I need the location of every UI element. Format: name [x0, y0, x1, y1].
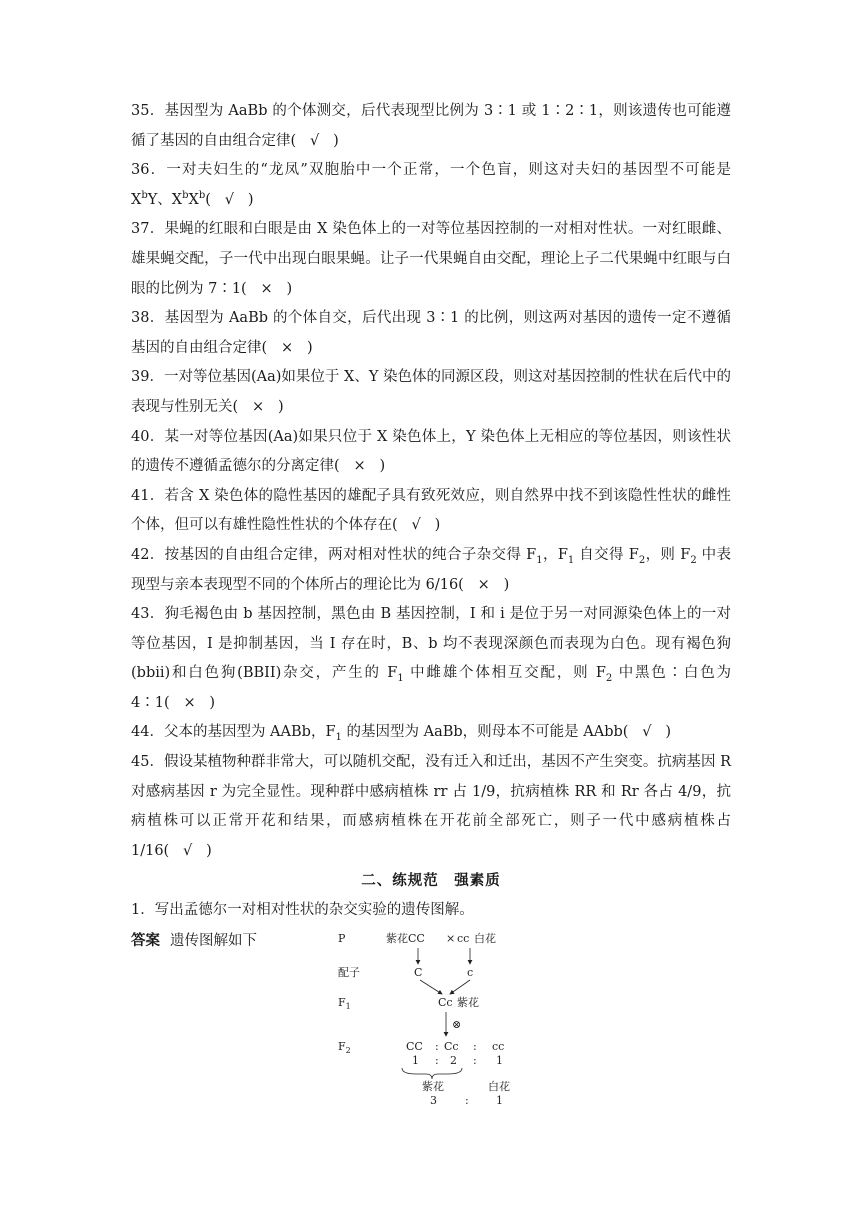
- f2-ratio-1: 1: [412, 1054, 419, 1067]
- question-text: 狗毛褐色由 b 基因控制，黑色由 B 基因控制，I 和 i 是位于另一对同源染色体上的一对等位基因，I 是抑制基因，当 I 存在时，B、b 均不表现深颜色而表现为白色。现有褐色狗(bbii)和白色狗(BBII)杂交，产生的 F: [131, 606, 731, 682]
- subscript: 2: [605, 673, 613, 685]
- question-37: [131, 215, 731, 304]
- selfing-symbol: ⊗: [452, 1018, 462, 1031]
- paren-close: ): [277, 398, 284, 415]
- answer-mark: √: [411, 517, 421, 534]
- question-45: [131, 748, 731, 866]
- question-41: [131, 482, 731, 541]
- answer-label: 答案: [131, 931, 160, 949]
- answer-mark: ×: [477, 576, 490, 593]
- subscript: 1: [335, 732, 342, 744]
- section-title: 二、练规范 强素质: [361, 872, 501, 890]
- row-label-gamete: 配子: [338, 966, 360, 979]
- question-text: 某一对等位基因(Aa)如果只位于 X 染色体上，Y 染色体上无相应的等位基因，则该性状的遗传不遵循孟德尔的分离定律(: [131, 428, 732, 475]
- question-40: [131, 423, 731, 482]
- row-label-f1: $F_1$: [338, 996, 351, 1011]
- question-number: 42．: [131, 546, 165, 563]
- question-text: 按基因的自由组合定律，两对相对性状的纯合子杂交得 F: [164, 546, 537, 563]
- paren-close: ): [206, 842, 212, 859]
- question-number: 36．: [131, 162, 167, 179]
- question-text: 中雌雄个体相互交配，则 F: [403, 665, 606, 682]
- question-text: 基因型为 AaBb 的个体测交，后代表现型比例为 3∶1 或 1∶2∶1，则该遗传也可能遵循了基因的自由组合定律(: [131, 103, 731, 149]
- document-body: [131, 97, 731, 956]
- question-text: X: [188, 191, 199, 208]
- f1-phenotype: 紫花: [457, 996, 479, 1009]
- f2-colon-4: :: [473, 1054, 477, 1067]
- arrow-gamete1-f1: [420, 980, 442, 994]
- f2-colon-1: :: [435, 1040, 439, 1053]
- gamete-2: c: [467, 966, 474, 979]
- question-text: Y、X: [147, 191, 183, 208]
- phenotype-ratio-2: 1: [496, 1094, 503, 1107]
- question-number: 39．: [131, 369, 164, 386]
- question-text: 一对等位基因(Aa)如果位于 X、Y 染色体的同源区段，则这对基因控制的性状在后代中的表现与性别无关(: [131, 369, 731, 415]
- gamete-1: C: [414, 966, 423, 979]
- answer-mark: ×: [183, 694, 196, 711]
- genetic-cross-svg: [330, 926, 530, 1106]
- answer-mark: √: [642, 724, 652, 741]
- question-number: 44．: [131, 724, 164, 741]
- question-38: [131, 304, 731, 363]
- question-text: 的基因型为 AaBb，则母本不可能是 AAbb(: [341, 724, 629, 741]
- question-35: [131, 97, 731, 156]
- question-number: 43．: [131, 606, 165, 623]
- question-42: 42．按基因的自由组合定律，两对相对性状的纯合子杂交得 $F_1$，$F_1$ 自交得 $F_2$，则 $F_2$ 中表现型与亲本表现型不同的个体所占的理论比为 6/16( × ): [131, 546, 732, 593]
- question-text: 父本的基因型为 AABb，F: [163, 724, 336, 741]
- question-43: 43．狗毛褐色由 b 基因控制，黑色由 B 基因控制，I 和 i 是位于另一对同源染色体上的一对等位基因，I 是抑制基因，当 I 存在时，B、b 均不表现深颜色而表现为白色。现有褐色狗(bbii)和白色狗(BBII)杂交，产生的 $F_1$ 中雌雄个体相互交配，则 $F_2$ 中黑色∶白色为 4∶1( × ): [131, 606, 732, 711]
- f2-phenotype-white: 白花: [488, 1080, 510, 1093]
- f1-genotype: Cc: [438, 996, 453, 1009]
- answer-mark: ×: [260, 280, 273, 297]
- f2-colon-2: :: [473, 1040, 477, 1053]
- answer-mark: ×: [252, 398, 265, 415]
- arrow-gamete2-f1: [450, 980, 470, 994]
- question-number: 38．: [131, 310, 165, 327]
- subscript: 1: [536, 554, 543, 566]
- question-text: 自交得 F: [574, 546, 639, 563]
- question-39: [131, 363, 731, 422]
- question-text: 一对夫妇生的“龙凤”双胞胎中一个正常，一个色盲，则这对夫妇的基因型不可能是 X: [131, 162, 732, 208]
- question-text: 果蝇的红眼和白眼是由 X 染色体上的一对等位基因控制的一对相对性状。一对红眼雌、雄果蝇交配，子一代中出现白眼果蝇。让子一代果蝇自由交配，理论上子二代果蝇中红眼与白眼的比例为 7∶1(: [131, 221, 732, 297]
- question-text: 中黑色∶白色为 4∶1(: [131, 665, 732, 711]
- f2-genotype-cc-hetero: Cc: [444, 1040, 459, 1053]
- f2-colon-3: :: [435, 1054, 439, 1067]
- f2-genotype-cc-dominant: CC: [406, 1040, 423, 1053]
- subscript: 2: [690, 554, 697, 566]
- answer-mark: √: [224, 191, 235, 208]
- f2-ratio-2: 2: [450, 1054, 457, 1067]
- parent1-label: 紫花CC: [386, 932, 425, 945]
- subscript: 1: [567, 554, 575, 566]
- question-text: ，则 F: [645, 546, 691, 563]
- paren-close: ): [434, 517, 441, 534]
- question-text: 假设某植物种群非常大，可以随机交配，没有迁入和迁出，基因不产生突变。抗病基因 R 对感病基因 r 为完全显性。现种群中感病植株 rr 占 1/9，抗病植株 RR 和 Rr 各占 4/9，抗病植株可以正常开花和结果，而感病植株在开花前全部死亡，则子一代中感病植株占 1/16(: [131, 754, 731, 859]
- answer-mark: √: [183, 842, 193, 859]
- question-number: 40．: [131, 428, 165, 445]
- question-44: 44．父本的基因型为 AABb，$F_1$ 的基因型为 AaBb，则母本不可能是 AAbb( √ ): [131, 724, 671, 744]
- row-label-f2: $F_2$: [338, 1040, 351, 1055]
- question-text: 基因型为 AaBb 的个体自交，后代出现 3∶1 的比例，则这两对基因的遗传一定不遵循基因的自由组合定律(: [131, 310, 731, 356]
- superscript: b: [198, 189, 206, 201]
- answer-text: 遗传图解如下: [170, 932, 257, 949]
- parent2-genotype: cc: [457, 932, 470, 945]
- row-label-p: P: [338, 932, 346, 945]
- subscript: 2: [638, 554, 646, 566]
- superscript: b: [182, 189, 189, 201]
- paren-close: ): [333, 132, 339, 149]
- parent2-label: 白花: [474, 932, 496, 945]
- paren-close: ): [379, 458, 386, 475]
- paren-close: ): [286, 280, 293, 297]
- question-text: 中表现型与亲本表现型不同的个体所占的理论比为 6/16(: [131, 546, 732, 593]
- brace: [402, 1068, 462, 1079]
- answer-mark: ×: [280, 339, 294, 356]
- phenotype-ratio-1: 3: [430, 1094, 437, 1107]
- task-1: 1．写出孟德尔一对相对性状的杂交实验的遗传图解。: [131, 902, 474, 919]
- f2-ratio-3: 1: [496, 1054, 503, 1067]
- question-number: 45．: [131, 754, 164, 771]
- phenotype-colon: :: [465, 1094, 469, 1107]
- question-text: ，F: [542, 546, 568, 563]
- paren-close: ): [306, 339, 313, 356]
- genetic-cross-diagram: [330, 926, 530, 1106]
- answer-mark: ×: [353, 458, 366, 475]
- question-36: 36．一对夫妇生的“龙凤”双胞胎中一个正常，一个色盲，则这对夫妇的基因型不可能是 $X^bY$、$X^bX^b$( √ ): [131, 162, 732, 208]
- f2-phenotype-purple: 紫花: [422, 1080, 444, 1093]
- question-number: 35．: [131, 103, 165, 119]
- f2-genotype-cc-recessive: cc: [492, 1040, 505, 1053]
- question-number: 37．: [131, 221, 165, 238]
- subscript: 1: [397, 673, 404, 685]
- superscript: b: [141, 189, 148, 201]
- question-number: 41．: [131, 487, 165, 504]
- answer-mark: √: [309, 132, 320, 149]
- question-text: 若含 X 染色体的隐性基因的雄配子具有致死效应，则自然界中找不到该隐性性状的雌性个体，但可以有雄性隐性性状的个体存在(: [131, 487, 732, 534]
- cross-symbol: ×: [446, 932, 456, 945]
